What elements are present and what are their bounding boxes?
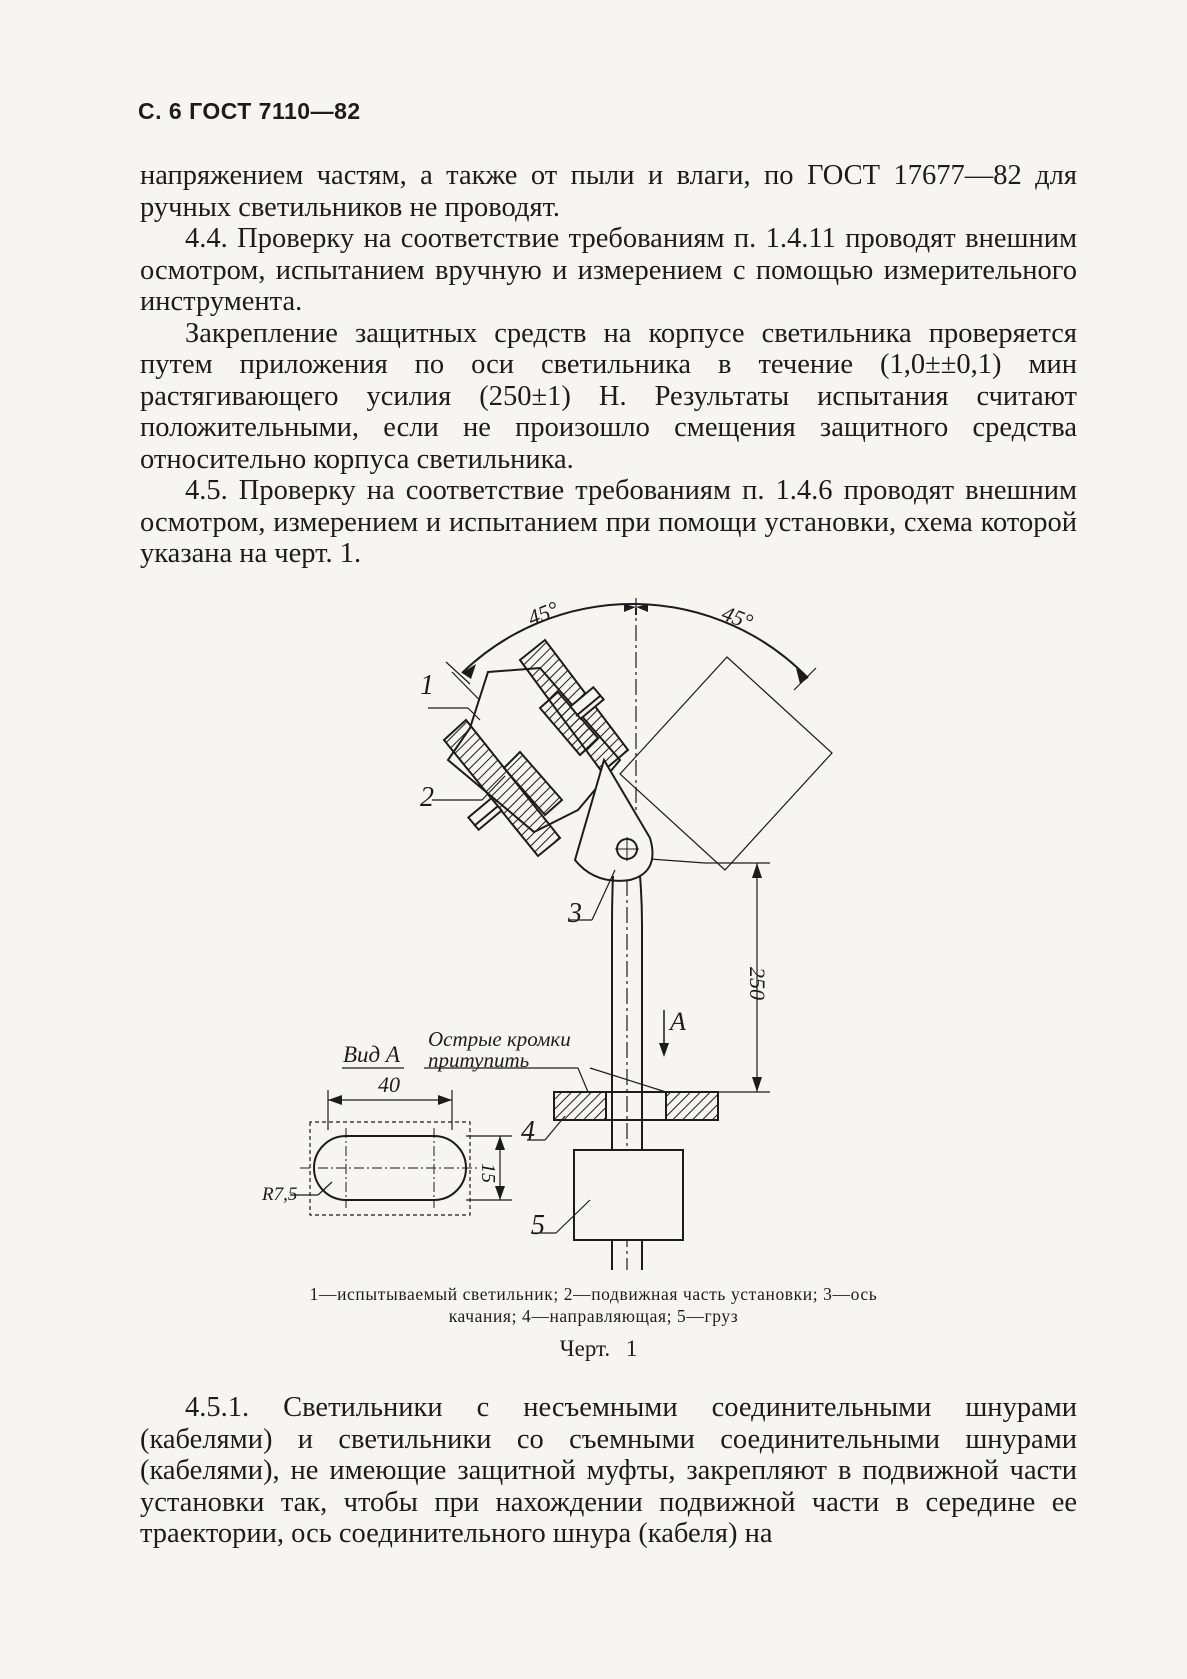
angle-arc bbox=[462, 604, 808, 678]
body-text-bottom bbox=[140, 1392, 1077, 1550]
dimension-40-label: 40 bbox=[378, 1072, 400, 1097]
callout-3: 3 bbox=[568, 898, 582, 929]
page-number: С. 6 bbox=[138, 98, 183, 124]
view-a-label: Вид А bbox=[343, 1042, 400, 1067]
dimension-radius-label: R7,5 bbox=[262, 1184, 298, 1205]
paragraph-4-5-1: 4.5.1. Светильники с несъемными соединительными шнурами (кабелями) и светильники со съемными соединительными шнурами (кабелями), не имеющие защитной муфты, закрепляют в подвижной части установки так, чтобы при нахождении подвижной части в середине ее траектории, ось соединительного шнура (кабеля) на bbox=[140, 1392, 1077, 1549]
callout-2: 2 bbox=[420, 782, 434, 813]
tested-lamp bbox=[444, 640, 653, 881]
rod-left bbox=[612, 876, 613, 1160]
phantom-lamp-right bbox=[620, 657, 832, 870]
paragraph: напряжением частям, а также от пыли и влаги, по ГОСТ 17677—82 для ручных светильников не проводят. bbox=[140, 160, 1077, 223]
rod-right bbox=[640, 876, 642, 1160]
callout-1: 1 bbox=[420, 670, 434, 701]
angle-label-right: 45° bbox=[718, 600, 757, 635]
guide-plate-right bbox=[666, 1092, 718, 1120]
weight-block bbox=[574, 1150, 683, 1240]
note-sharp-edges: Острые кромки bbox=[428, 1027, 571, 1051]
note-blunt: притупить bbox=[428, 1048, 530, 1072]
view-a-slot bbox=[290, 1068, 512, 1215]
figure-label-number: 1 bbox=[625, 1336, 638, 1361]
figure-label bbox=[0, 1336, 1187, 1362]
document-code: ГОСТ 7110—82 bbox=[189, 98, 361, 124]
callout-4: 4 bbox=[521, 1116, 535, 1147]
paragraph-fixing: Закрепление защитных средств на корпусе светильника проверяется путем приложения по оси светильника в течение (1,0±±0,1) мин растягивающего усилия (250±1) Н. Результаты испытания считают положительными, если не произошло смещения защитного средства относительно корпуса светильника. bbox=[140, 317, 1077, 475]
callout-5: 5 bbox=[531, 1210, 545, 1241]
dimension-15-label: 15 bbox=[477, 1163, 499, 1183]
arrow-a-label: А bbox=[670, 1007, 686, 1036]
angle-label-left: 45° bbox=[524, 595, 562, 631]
dimension-250-label: 250 bbox=[745, 967, 770, 1000]
figure-label-word: Черт. bbox=[559, 1336, 611, 1361]
paragraph-4-4: 4.4. Проверку на соответствие требованиям п. 1.4.11 проводят внешним осмотром, испытанием вручную и измерением с помощью измерительного инструмента. bbox=[140, 223, 1077, 317]
guide-plate-left bbox=[554, 1092, 606, 1120]
figure-caption: 1—испытываемый светильник; 2—подвижная часть установки; 3—ось качания; 4—направляющая; 5—груз bbox=[309, 1284, 878, 1326]
paragraph-4-5: 4.5. Проверку на соответствие требованиям п. 1.4.6 проводят внешним осмотром, измерением и испытанием при помощи установки, схема которой указана на черт. 1. bbox=[140, 475, 1077, 569]
